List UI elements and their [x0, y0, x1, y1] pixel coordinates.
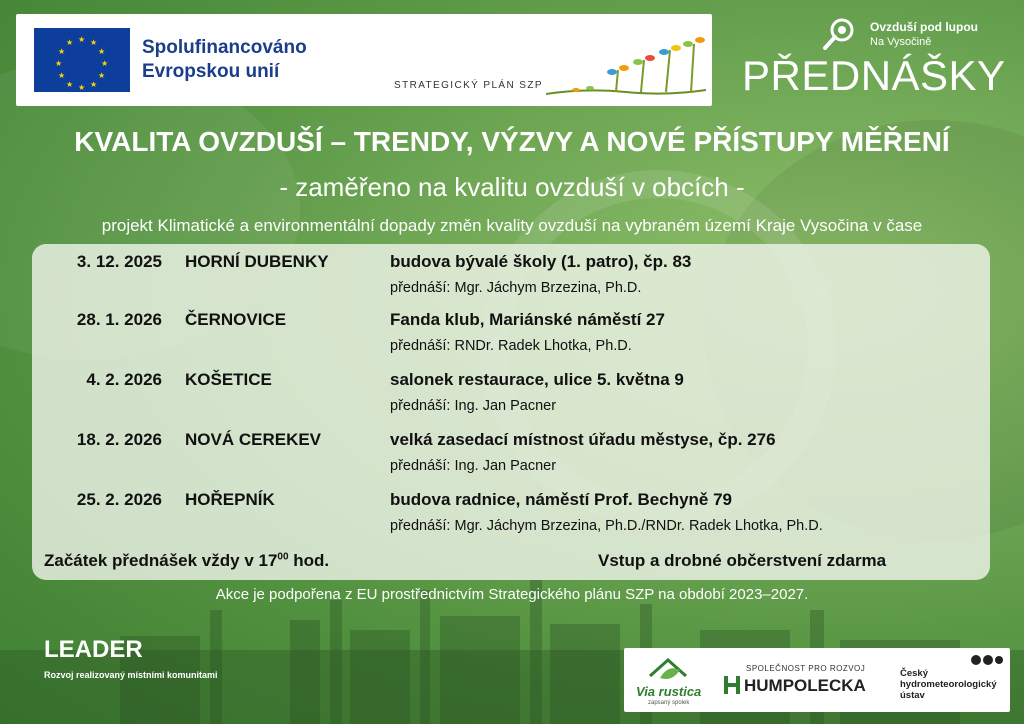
szp-label: STRATEGICKÝ PLÁN SZP [394, 80, 543, 91]
event-place: ČERNOVICE [185, 310, 287, 329]
roof-leaf-icon [646, 654, 692, 684]
event-date: 28. 1. 2026 [76, 310, 162, 329]
via-rustica-name: Via rustica [636, 684, 702, 699]
dots-icon [970, 654, 1004, 666]
leader-subtitle: Rozvoj realizovaný místními komunitami [44, 670, 218, 680]
event-place: KOŠETICE [185, 370, 272, 389]
event-venue: budova radnice, náměstí Prof. Bechyně 79 [390, 490, 733, 509]
start-time-note: Začátek přednášek vždy v $17^{00}$ hod. [44, 551, 330, 570]
event-date: 18. 2. 2026 [76, 430, 162, 449]
logo-band [16, 14, 712, 106]
page-heading: PŘEDNÁŠKY [742, 52, 1006, 99]
event-lecturer: přednáší: Mgr. Jáchym Brzezina, Ph.D./RNDr. Radek Lhotka, Ph.D. [390, 518, 823, 534]
project-description: projekt Klimatické a environmentální dopady změn kvality ovzduší na vybraném území Kraje Vysočina v čase [101, 216, 923, 235]
event-lecturer: přednáší: Ing. Jan Pacner [390, 398, 557, 414]
event-date: 3. 12. 2025 [76, 252, 162, 271]
event-place: NOVÁ CEREKEV [185, 430, 322, 449]
partner-logos [624, 648, 1010, 712]
event-place: HORNÍ DUBENKY [185, 252, 329, 271]
h-mark-icon [724, 676, 740, 694]
brand-name: Ovzduší pod lupou [870, 20, 978, 34]
main-title: KVALITA OVZDUŠÍ – TRENDY, VÝZVY A NOVÉ PŘÍSTUPY MĚŘENÍ [74, 126, 950, 157]
event-date: 4. 2. 2026 [86, 370, 162, 389]
event-lecturer: přednáší: Mgr. Jáchym Brzezina, Ph.D. [390, 280, 642, 296]
eu-flag-icon: ★ ★ ★ ★ ★ ★ ★ ★ ★ ★ ★ ★ [34, 28, 130, 92]
event-venue: velká zasedací místnost úřadu městyse, čp. 276 [390, 430, 776, 449]
event-venue: budova bývalé školy (1. patro), čp. 83 [390, 252, 692, 271]
event-lecturer: přednáší: RNDr. Radek Lhotka, Ph.D. [390, 338, 632, 354]
via-rustica-sub: zapsaný spolek [648, 700, 690, 706]
event-place: HOŘEPNÍK [185, 490, 275, 509]
humpolecka-name: HUMPOLECKA [744, 676, 866, 695]
humpolecka-top: SPOLEČNOST PRO ROZVOJ [746, 664, 866, 673]
entry-note: Vstup a drobné občerstvení zdarma [598, 551, 887, 570]
event-venue: Fanda klub, Mariánské náměstí 27 [390, 310, 665, 329]
support-note: Akce je podpořena z EU prostřednictvím Strategického plánu SZP na období 2023–2027. [215, 586, 809, 603]
event-lecturer: přednáší: Ing. Jan Pacner [390, 458, 557, 474]
chmu-name: Český hydrometeorologický ústav [900, 668, 997, 701]
events-panel [32, 244, 990, 580]
eu-cofinanced-text: Spolufinancováno Evropskou unií [142, 37, 307, 82]
brand-region: Na Vysočině [870, 36, 932, 48]
leader-title: LEADER [44, 636, 143, 663]
szp-sprouts-icon [546, 30, 706, 100]
magnifier-icon [822, 16, 858, 52]
event-date: 25. 2. 2026 [76, 490, 162, 509]
event-venue: salonek restaurace, ulice 5. května 9 [390, 370, 684, 389]
subtitle: - zaměřeno na kvalitu ovzduší v obcích - [279, 172, 745, 202]
